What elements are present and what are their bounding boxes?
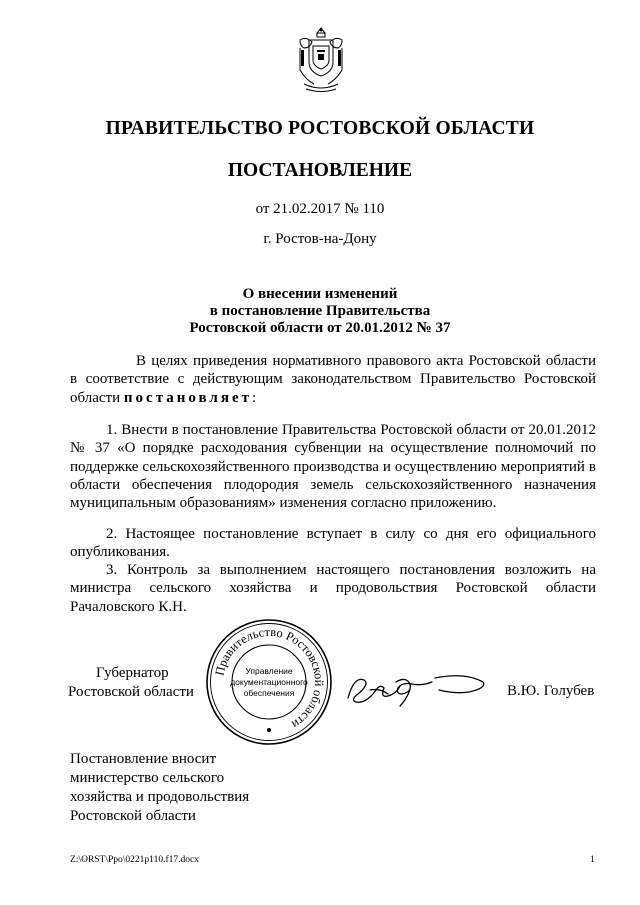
preamble-paragraph (70, 352, 596, 407)
document-subject (0, 286, 640, 337)
note-line: министерство сельского (70, 770, 225, 786)
handwritten-signature (340, 668, 490, 710)
subject-line: в постановление Правительства (209, 303, 431, 319)
clause-2: 2. Настоящее постановление вступает в силу со дня его официального опубликования. (70, 526, 596, 561)
note-line: Постановление вносит (70, 751, 217, 767)
preamble-text: В целях приведения нормативного правового акта Ростовской области в соответствие с действующим законодательством Правительство Ростовской области (70, 353, 596, 406)
official-stamp (205, 618, 333, 746)
organization-title: ПРАВИТЕЛЬСТВО РОСТОВСКОЙ ОБЛАСТИ (105, 118, 535, 139)
decree-word: постановляет (123, 389, 252, 406)
document-date-number: от 21.02.2017 № 110 (255, 201, 385, 217)
preamble-end: : (252, 389, 257, 406)
signatory-position (68, 664, 194, 702)
signatory-name: В.Ю. Голубев (507, 683, 595, 699)
note-line: хозяйства и продовольствия (70, 789, 250, 805)
subject-line: Ростовской области от 20.01.2012 № 37 (189, 320, 451, 336)
clause-3: 3. Контроль за выполнением настоящего постановления возложить на министра сельского хозяйства и продовольствия Ростовской области Рачаловского К.Н. (70, 562, 596, 615)
document-type: ПОСТАНОВЛЕНИЕ (227, 160, 413, 181)
position-line: Ростовской области (68, 684, 194, 700)
submitter-note (70, 750, 249, 826)
subject-line: О внесении изменений (242, 286, 398, 302)
note-line: Ростовской области (70, 808, 196, 824)
stamp-ring-text: Правительство Ростовской области (212, 624, 327, 732)
clause-1: 1. Внести в постановление Правительства Ростовской области от 20.01.2012 № 37 «О порядке расходования субвенции на осуществление полномочий по поддержке сельскохозяйственного производства и осуществлению мероприятий в области обеспечения плодородия земель сельскохозяйственного назначения муниципальным образованиям» изменения согласно приложению. (70, 422, 596, 512)
document-city: г. Ростов-на-Дону (263, 231, 377, 247)
footer-page-number: 1 (590, 855, 595, 865)
coat-of-arms-emblem (296, 26, 346, 94)
stamp-center-line: документационного (230, 677, 308, 687)
position-line: Губернатор (96, 665, 169, 681)
stamp-center-line: обеспечения (243, 688, 295, 698)
stamp-center-line: Управление (245, 666, 293, 676)
footer-file-path: Z:\ORST\Ppo\0221p110.f17.docx (70, 855, 199, 865)
